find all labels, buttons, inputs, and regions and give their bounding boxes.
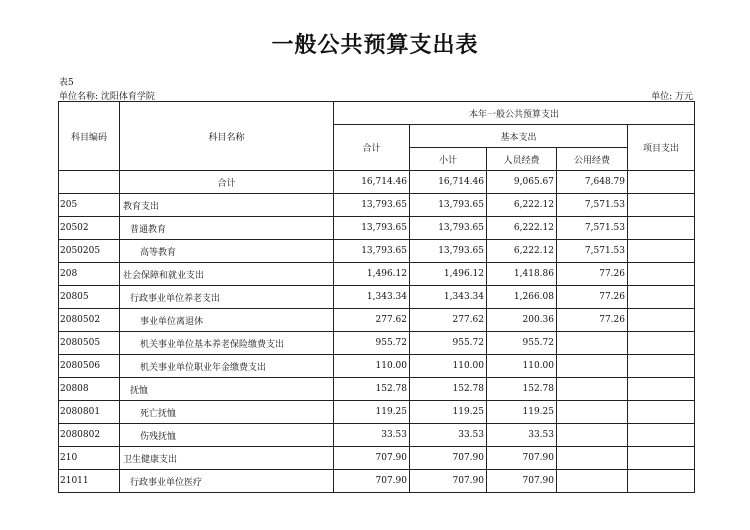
cell-subtotal: 13,793.65 — [410, 217, 487, 240]
header-basic: 基本支出 — [410, 125, 628, 148]
budget-table — [58, 101, 695, 493]
cell-public: 7,571.53 — [557, 217, 628, 240]
cell-public: 7,571.53 — [557, 194, 628, 217]
cell-project — [628, 378, 695, 401]
cell-personnel: 1,266.08 — [487, 286, 557, 309]
table-row — [59, 424, 695, 447]
cell-public — [557, 355, 628, 378]
cell-public — [557, 424, 628, 447]
cell-total: 1,496.12 — [334, 263, 410, 286]
cell-total: 707.90 — [334, 470, 410, 493]
cell-personnel: 9,065.67 — [487, 171, 557, 194]
table-row — [59, 332, 695, 355]
cell-code — [59, 171, 120, 194]
cell-name: 死亡抚恤 — [120, 401, 334, 424]
cell-total: 152.78 — [334, 378, 410, 401]
cell-subtotal: 1,496.12 — [410, 263, 487, 286]
cell-total: 119.25 — [334, 401, 410, 424]
header-current-year: 本年一般公共预算支出 — [334, 102, 695, 125]
cell-personnel: 6,222.12 — [487, 217, 557, 240]
cell-personnel: 33.53 — [487, 424, 557, 447]
header-subtotal: 小计 — [410, 148, 487, 171]
cell-project — [628, 194, 695, 217]
table-row — [59, 447, 695, 470]
cell-public: 77.26 — [557, 263, 628, 286]
table-row — [59, 309, 695, 332]
table-row — [59, 401, 695, 424]
cell-name: 高等教育 — [120, 240, 334, 263]
cell-code: 20805 — [59, 286, 120, 309]
cell-personnel: 707.90 — [487, 447, 557, 470]
cell-name: 教育支出 — [120, 194, 334, 217]
unit-label: 单位: 万元 — [651, 92, 693, 102]
table-row — [59, 240, 695, 263]
cell-total: 13,793.65 — [334, 217, 410, 240]
cell-subtotal: 277.62 — [410, 309, 487, 332]
cell-project — [628, 171, 695, 194]
cell-code: 2080505 — [59, 332, 120, 355]
cell-subtotal: 110.00 — [410, 355, 487, 378]
header-name: 科目名称 — [120, 102, 334, 171]
cell-public — [557, 332, 628, 355]
cell-public: 7,571.53 — [557, 240, 628, 263]
cell-total: 13,793.65 — [334, 240, 410, 263]
cell-total: 110.00 — [334, 355, 410, 378]
cell-name: 卫生健康支出 — [120, 447, 334, 470]
cell-project — [628, 309, 695, 332]
cell-project — [628, 240, 695, 263]
cell-subtotal: 152.78 — [410, 378, 487, 401]
cell-project — [628, 263, 695, 286]
cell-total: 955.72 — [334, 332, 410, 355]
cell-name: 普通教育 — [120, 217, 334, 240]
cell-public: 77.26 — [557, 309, 628, 332]
header-personnel: 人员经费 — [487, 148, 557, 171]
table-row — [59, 263, 695, 286]
header-public: 公用经费 — [557, 148, 628, 171]
cell-project — [628, 217, 695, 240]
cell-public — [557, 447, 628, 470]
cell-project — [628, 401, 695, 424]
cell-total: 707.90 — [334, 447, 410, 470]
cell-personnel: 110.00 — [487, 355, 557, 378]
cell-total: 13,793.65 — [334, 194, 410, 217]
cell-code: 2080502 — [59, 309, 120, 332]
cell-project — [628, 332, 695, 355]
header-code: 科目编码 — [59, 102, 120, 171]
cell-project — [628, 470, 695, 493]
table-row — [59, 378, 695, 401]
cell-subtotal: 1,343.34 — [410, 286, 487, 309]
table-number: 表5 — [59, 78, 74, 88]
page-title: 一般公共预算支出表 — [271, 33, 479, 58]
cell-public — [557, 378, 628, 401]
cell-personnel: 707.90 — [487, 470, 557, 493]
cell-code: 210 — [59, 447, 120, 470]
cell-total: 33.53 — [334, 424, 410, 447]
table-row — [59, 217, 695, 240]
cell-public — [557, 470, 628, 493]
cell-subtotal: 707.90 — [410, 470, 487, 493]
cell-total: 277.62 — [334, 309, 410, 332]
cell-total: 16,714.46 — [334, 171, 410, 194]
cell-name: 合计 — [120, 171, 334, 194]
cell-total: 1,343.34 — [334, 286, 410, 309]
cell-subtotal: 707.90 — [410, 447, 487, 470]
cell-name: 行政事业单位医疗 — [120, 470, 334, 493]
table-row — [59, 355, 695, 378]
cell-subtotal: 955.72 — [410, 332, 487, 355]
cell-code: 2080801 — [59, 401, 120, 424]
cell-personnel: 119.25 — [487, 401, 557, 424]
cell-subtotal: 13,793.65 — [410, 240, 487, 263]
cell-name: 机关事业单位基本养老保险缴费支出 — [120, 332, 334, 355]
table-row — [59, 171, 695, 194]
table-row — [59, 286, 695, 309]
cell-code: 20808 — [59, 378, 120, 401]
cell-name: 社会保障和就业支出 — [120, 263, 334, 286]
cell-name: 机关事业单位职业年金缴费支出 — [120, 355, 334, 378]
cell-code: 21011 — [59, 470, 120, 493]
cell-personnel: 152.78 — [487, 378, 557, 401]
cell-project — [628, 447, 695, 470]
cell-code: 208 — [59, 263, 120, 286]
cell-subtotal: 13,793.65 — [410, 194, 487, 217]
cell-project — [628, 286, 695, 309]
cell-public: 77.26 — [557, 286, 628, 309]
table-row — [59, 470, 695, 493]
cell-personnel: 200.36 — [487, 309, 557, 332]
cell-code: 20502 — [59, 217, 120, 240]
cell-project — [628, 424, 695, 447]
cell-public: 7,648.79 — [557, 171, 628, 194]
cell-code: 205 — [59, 194, 120, 217]
cell-personnel: 955.72 — [487, 332, 557, 355]
cell-code: 2080506 — [59, 355, 120, 378]
cell-personnel: 6,222.12 — [487, 240, 557, 263]
cell-name: 伤残抚恤 — [120, 424, 334, 447]
cell-subtotal: 33.53 — [410, 424, 487, 447]
header-total: 合计 — [334, 125, 410, 171]
cell-name: 抚恤 — [120, 378, 334, 401]
cell-code: 2050205 — [59, 240, 120, 263]
cell-personnel: 1,418.86 — [487, 263, 557, 286]
header-project: 项目支出 — [628, 125, 695, 171]
cell-project — [628, 355, 695, 378]
table-row — [59, 194, 695, 217]
cell-personnel: 6,222.12 — [487, 194, 557, 217]
cell-subtotal: 16,714.46 — [410, 171, 487, 194]
unit-name: 单位名称: 沈阳体育学院 — [59, 92, 155, 102]
cell-code: 2080802 — [59, 424, 120, 447]
cell-public — [557, 401, 628, 424]
cell-subtotal: 119.25 — [410, 401, 487, 424]
cell-name: 行政事业单位养老支出 — [120, 286, 334, 309]
cell-name: 事业单位离退休 — [120, 309, 334, 332]
